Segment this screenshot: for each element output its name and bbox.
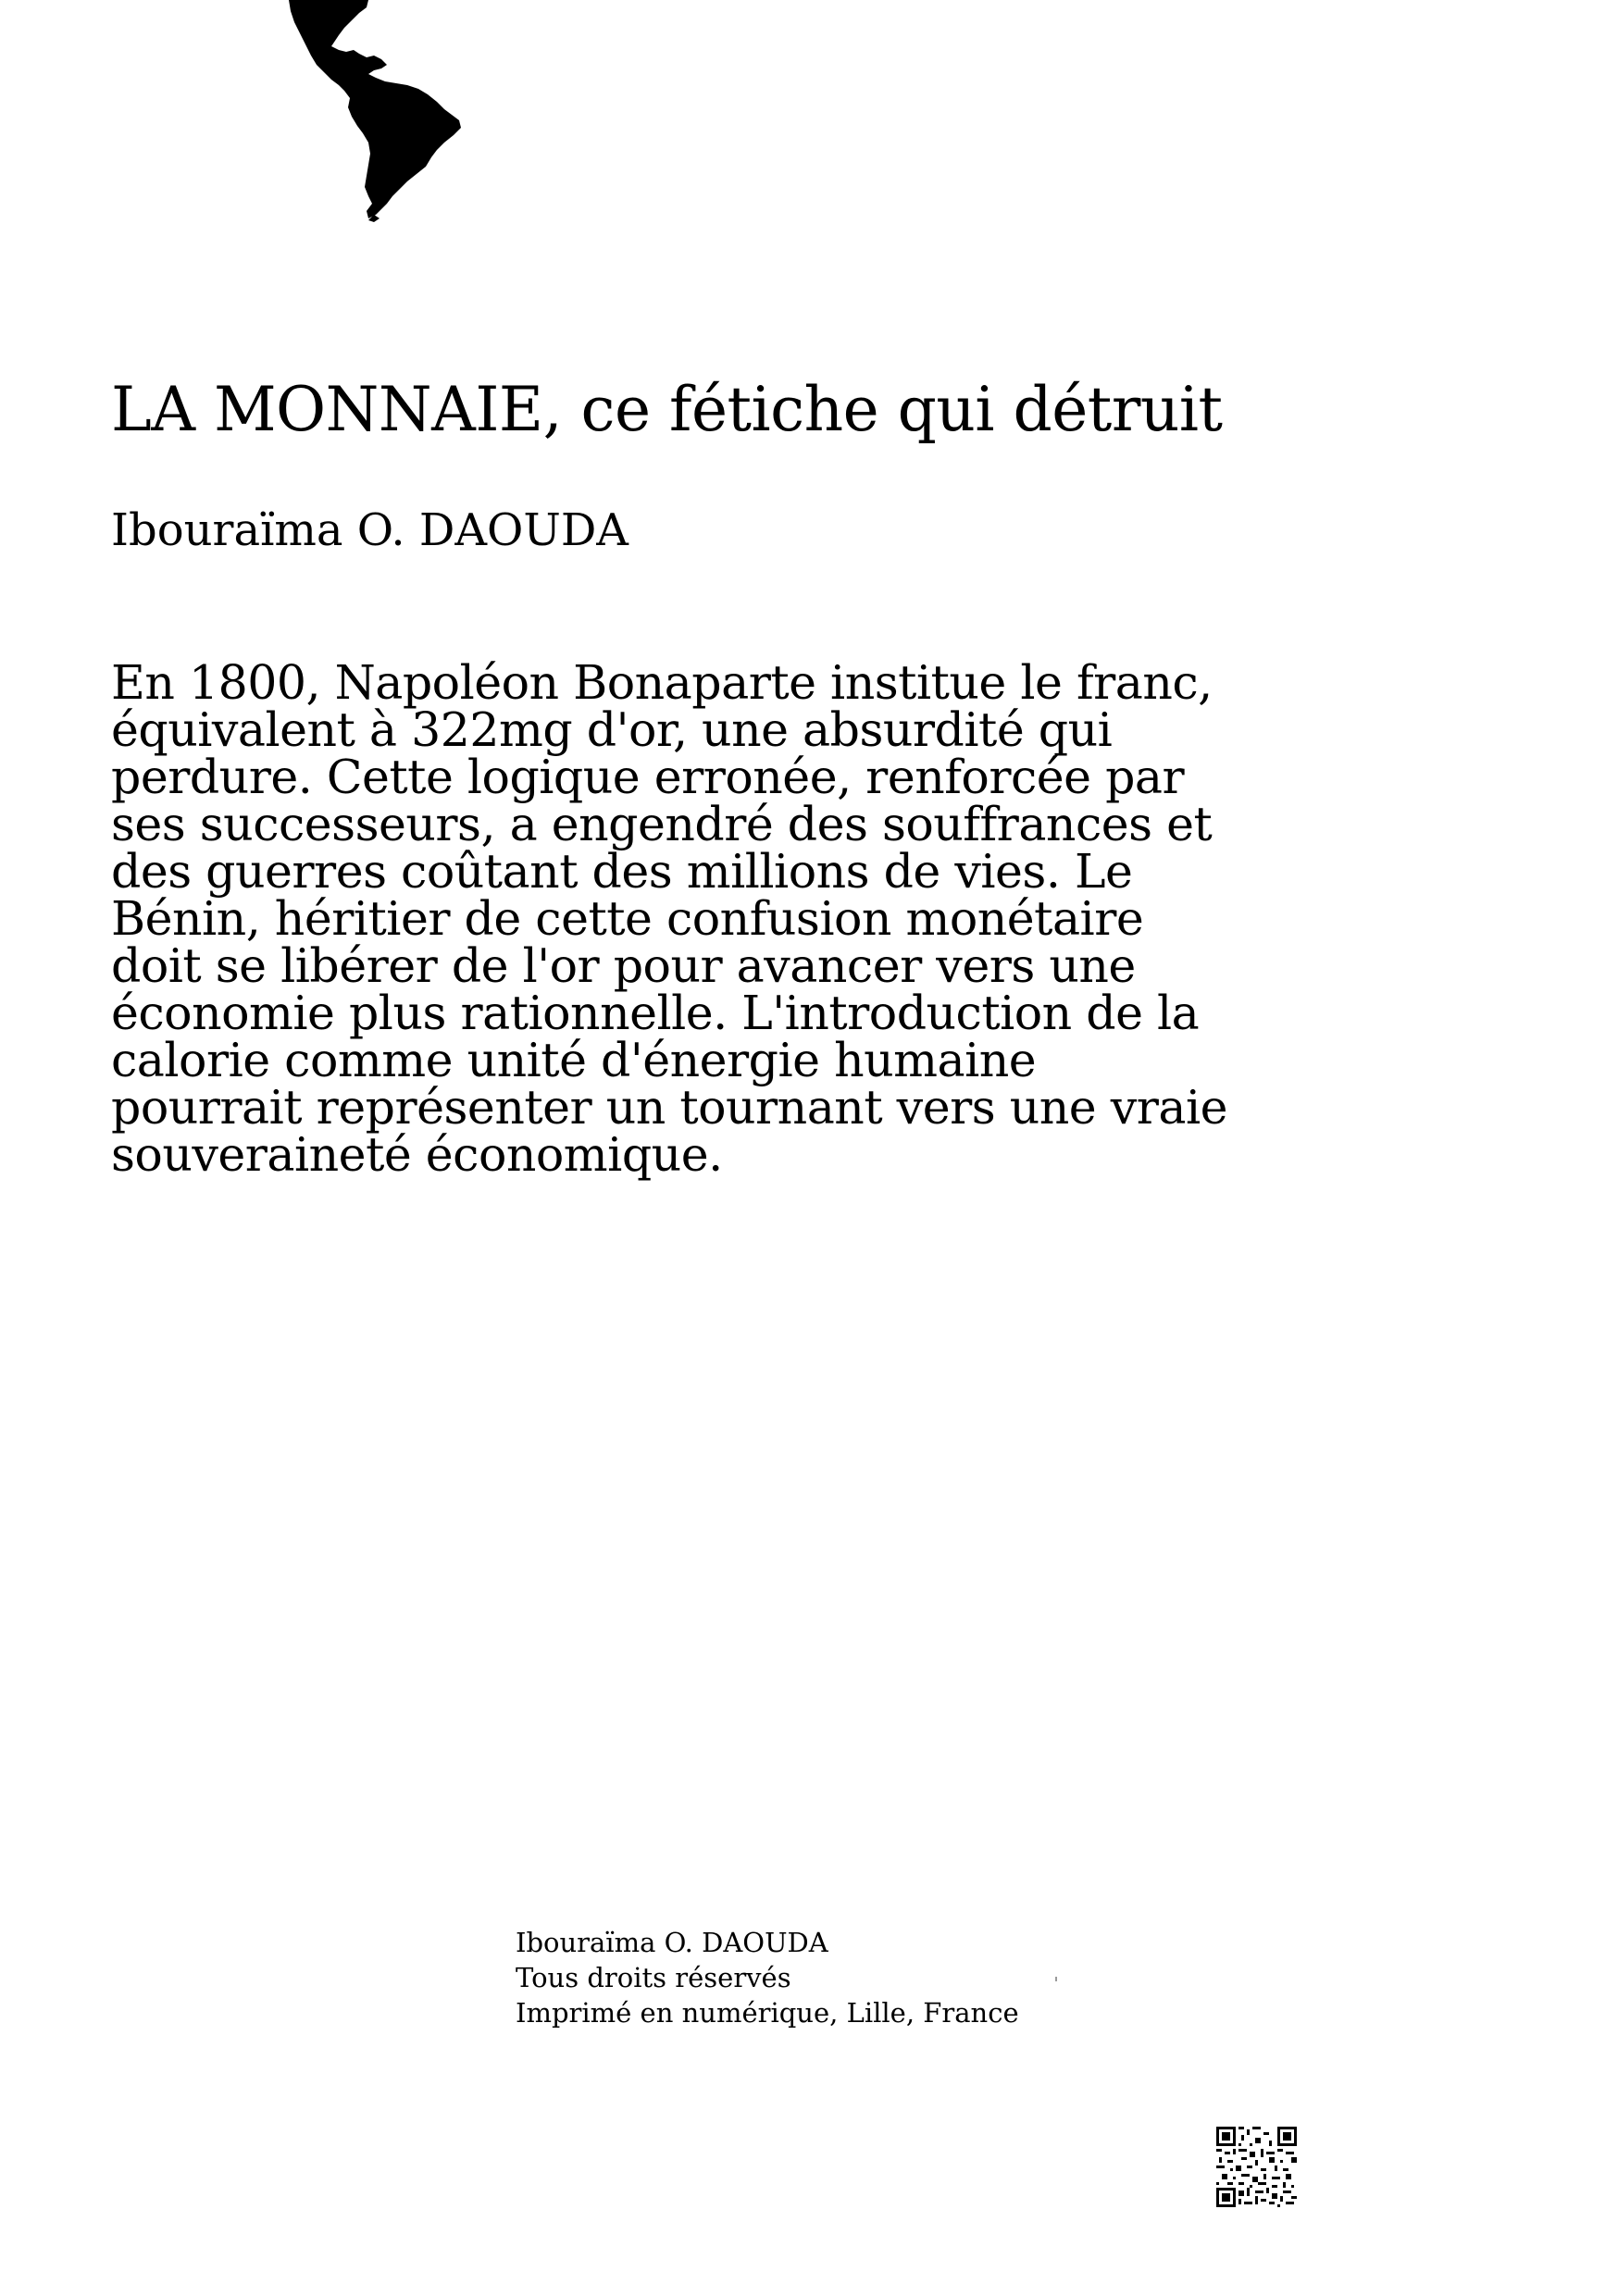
book-author: Ibouraïma O. DAOUDA bbox=[111, 504, 629, 556]
americas-map-icon bbox=[278, 0, 491, 222]
book-summary: En 1800, Napoléon Bonaparte institue le franc, équivalent à 322mg d'or, une absurdité qui perdure. Cette logique erronée, renforcée par ses successeurs, a engendré des souffrances et des guerres coûtant des millions de vies. Le Bénin, héritier de cette confusion monétaire doit se libérer de l'or pour avancer vers une économie plus rationnelle. L'introduction de la calorie comme unité d'énergie humaine pourrait représenter un tournant vers une vraie souveraineté économique. bbox=[111, 655, 1228, 1182]
qr-code-icon bbox=[1216, 2127, 1297, 2207]
stray-mark bbox=[1055, 1977, 1057, 1981]
imprint-printed: Imprimé en numérique, Lille, France bbox=[516, 1997, 1019, 2029]
imprint-author: Ibouraïma O. DAOUDA bbox=[516, 1927, 828, 1958]
imprint-rights: Tous droits réservés bbox=[516, 1962, 791, 1993]
book-title: LA MONNAIE, ce fétiche qui détruit bbox=[111, 374, 1223, 445]
imprint-block bbox=[516, 1925, 1019, 2030]
